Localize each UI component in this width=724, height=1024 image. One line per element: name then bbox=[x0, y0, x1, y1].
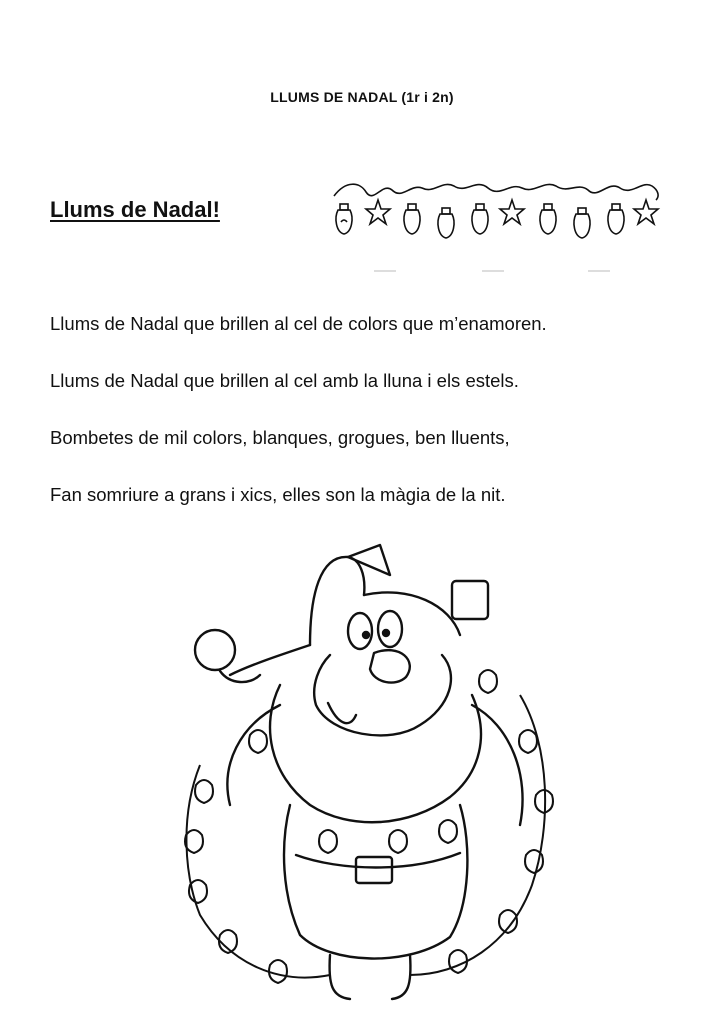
poem-body bbox=[50, 314, 547, 542]
decorative-dashes bbox=[374, 268, 614, 274]
poem-title: Llums de Nadal! bbox=[50, 197, 220, 222]
poem-line: Fan somriure a grans i xics, elles son la màgia de la nit. bbox=[50, 484, 506, 505]
poem-line: Llums de Nadal que brillen al cel amb la lluna i els estels. bbox=[50, 370, 519, 391]
poem-line: Llums de Nadal que brillen al cel de colors que m’enamoren. bbox=[50, 313, 547, 334]
christmas-lights-icon bbox=[326, 178, 666, 248]
santa-claus-illustration bbox=[160, 535, 560, 1005]
page-header-title: LLUMS DE NADAL (1r i 2n) bbox=[270, 89, 454, 105]
poem-line: Bombetes de mil colors, blanques, grogues, ben lluents, bbox=[50, 427, 510, 448]
